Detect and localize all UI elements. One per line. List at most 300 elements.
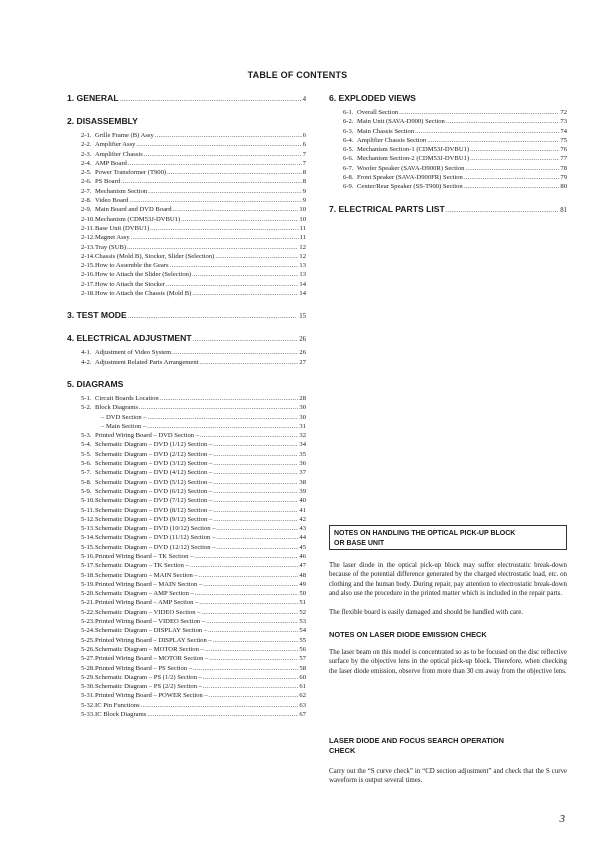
entry-page: 73 [560,118,567,126]
entry-page: 11 [299,224,306,232]
toc-entry [67,215,306,224]
entry-label: IC Pin Functions [95,701,140,709]
entry-number: 6-8. [343,174,354,182]
leader-dots [217,524,299,533]
entry-page: 34 [299,441,306,449]
optical-pickup-notes-box [329,525,567,550]
entry-number: 5-30. [81,683,95,691]
leader-dots [213,440,298,449]
leader-dots [470,154,559,163]
toc-entry [67,196,306,205]
toc-entry [67,701,306,710]
entry-number: 6-4. [343,136,354,144]
toc-entry [67,431,306,440]
entry-page: 32 [299,432,306,440]
entry-number: 5-22. [81,608,95,616]
entry-number: 6-1. [343,109,354,116]
toc-entry [329,164,567,173]
leader-dots [203,682,298,691]
entry-label: Power Transformer (T900) [95,169,167,177]
entry-page: 72 [560,109,567,116]
leader-dots [141,701,299,710]
entry-label: Printed Wiring Board – POWER Section – [95,692,208,700]
leader-dots [128,159,302,168]
entry-label: – Main Section – [101,422,147,430]
entry-number: 4-2. [81,358,92,366]
entry-page: 6 [302,141,306,149]
entry-number: 6-6. [343,155,354,163]
leader-dots [166,280,298,289]
leader-dots [206,617,298,626]
toc-entry [67,533,306,542]
entry-page: 60 [299,673,306,681]
toc-entry [67,636,306,645]
entry-number: 5-3. [81,432,92,440]
leader-dots [213,487,298,496]
leader-dots [148,413,299,422]
entry-label: Schematic Diagram – DVD (9/12) Section – [95,515,213,523]
entry-page: 11 [299,234,306,242]
entry-page: 43 [299,525,306,533]
toc-entry [67,478,306,487]
entry-label: Schematic Diagram – DVD (6/12) Section – [95,487,213,495]
page-title: TABLE OF CONTENTS [247,70,348,80]
entry-label: Center/Rear Speaker (SS-T900) Section [357,183,463,191]
entry-number: 2-8. [81,197,92,205]
section-title: 3. TEST MODE [67,310,127,321]
toc-entry [67,682,306,691]
entry-label: Schematic Diagram – DVD (10/12) Section – [95,525,216,533]
entry-number: 5-23. [81,618,95,626]
entry-page: 38 [299,478,306,486]
leader-dots [203,673,298,682]
entry-page: 8 [302,169,306,177]
section-page: 15 [299,313,306,321]
entry-label: Mechanism (CDM53J-DVBU1) [95,215,181,223]
entry-label: Schematic Diagram – PS (2/2) Section – [95,683,202,691]
toc-entry [67,177,306,186]
entry-page: 28 [299,394,306,402]
entry-label: Mechanism Section-1 (CDM53J-DVBU1) [357,146,470,154]
entry-number: 6-7. [343,164,354,172]
section-heading [67,92,306,104]
leader-dots [194,552,298,561]
entry-number: 2-15. [81,262,95,270]
toc-entry [67,243,306,252]
entry-number: 6-5. [343,146,354,154]
entry-label: Printed Wiring Board – DVD Section – [95,432,200,440]
section-heading [329,203,567,215]
leader-dots [148,187,302,196]
leader-dots [213,478,298,487]
focus-search-heading-line1: LASER DIODE AND FOCUS SEARCH OPERATION [329,736,504,745]
entry-label: PS Board [95,178,121,186]
toc-entry [67,131,306,140]
notes-box-title-line1: NOTES ON HANDLING THE OPTICAL PICK-UP BLOCK [334,530,516,537]
entry-number: 2-7. [81,187,92,195]
section-title: 7. ELECTRICAL PARTS LIST [329,203,445,214]
leader-dots [213,496,298,505]
entry-number: 2-11. [81,224,95,232]
toc-entry [67,394,306,403]
entry-label: Printed Wiring Board – MAIN Section – [95,580,203,588]
entry-label: Adjustment of Video System [95,349,172,357]
entry-number: 2-9. [81,206,92,214]
toc-entry [67,598,306,607]
focus-search-heading-line2: CHECK [329,746,356,755]
toc-entry [329,145,567,154]
toc-entry [67,524,306,533]
entry-label: Adjustment Related Parts Arrangement [95,358,199,366]
entry-number: 5-21. [81,599,95,607]
entry-label: Schematic Diagram – DVD (12/12) Section – [95,543,216,551]
leader-dots [209,654,298,663]
toc-entry [67,691,306,700]
entry-label: Schematic Diagram – MAIN Section – [95,571,198,579]
entry-number: 5-10. [81,497,95,505]
entry-page: 31 [299,422,306,430]
leader-dots [464,182,560,191]
entry-label: Printed Wiring Board – MOTOR Section – [95,655,209,663]
toc-entry [329,173,567,182]
toc-entry [67,645,306,654]
focus-search-heading [329,736,567,756]
entry-number: 6-3. [343,127,354,135]
entry-number: 5-27. [81,655,95,663]
toc-entry [67,422,306,431]
entry-number: 5-6. [81,460,92,468]
leader-dots [131,233,299,242]
entry-number: 5-11. [81,506,95,514]
toc-entry [67,589,306,598]
leader-dots [139,403,298,412]
leader-dots [190,561,299,570]
toc-entry [67,348,306,357]
entry-number: 5-32. [81,701,95,709]
entry-label: Printed Wiring Board – DISPLAY Section – [95,636,212,644]
leader-dots [155,131,302,140]
leader-dots [150,224,298,233]
toc-entry [329,108,567,117]
leader-dots [427,136,559,145]
entry-number: 2-5. [81,169,92,177]
leader-dots [217,543,299,552]
entry-page: 7 [302,150,306,158]
entry-page: 74 [560,127,567,135]
entry-number: 5-15. [81,543,95,551]
entry-page: 50 [299,590,306,598]
entry-number: 2-16. [81,271,95,279]
toc-entry [67,561,306,570]
entry-number: 2-17. [81,280,95,288]
leader-dots [160,394,299,403]
leader-dots [213,459,298,468]
entry-label: Tray (SUB) [95,243,127,251]
entry-number: 5-1. [81,394,92,402]
entry-number: 5-13. [81,525,95,533]
section-page: 81 [560,206,567,214]
entry-number: 5-28. [81,664,95,672]
leader-dots [205,645,299,654]
toc-entry [329,154,567,163]
entry-number: 5-29. [81,673,95,681]
entry-label: Main Unit (SAVA-D900) Section [357,118,445,126]
entry-page: 75 [560,136,567,144]
leader-dots [120,92,301,104]
entry-number: 5-17. [81,562,95,570]
leader-dots [192,270,298,279]
toc-entry [67,710,306,719]
leader-dots [181,215,298,224]
entry-page: 35 [299,450,306,458]
entry-page: 44 [299,534,306,542]
handling-paragraph: The laser diode in the optical pick-up block may suffer electrostatic break-down because of the potential difference generated by the charged electrostatic load, etc. on clothing and the human body. During repair, pay attention to electrostatic break-down and also use the procedure in the printed matter which is included in the repair parts. [329,562,567,598]
toc-entry [67,468,306,477]
entry-number: 5-16. [81,552,95,560]
entry-label: Main Chassis Section [357,127,415,135]
toc-entry [67,159,306,168]
leader-dots [136,140,301,149]
entry-page: 26 [299,349,306,357]
leader-dots [399,108,559,117]
entry-page: 41 [299,506,306,514]
entry-number: 2-3. [81,150,92,158]
entry-label: Printed Wiring Board – TK Section – [95,552,194,560]
entry-page: 45 [299,543,306,551]
entry-page: 53 [299,618,306,626]
leader-dots [172,348,298,357]
leader-dots [203,580,298,589]
leader-dots [129,196,301,205]
entry-page: 13 [299,271,306,279]
entry-page: 77 [560,155,567,163]
leader-dots [208,626,298,635]
toc-entry [67,403,306,412]
entry-page: 37 [299,469,306,477]
entry-page: 80 [560,183,567,191]
focus-search-paragraph: Carry out the “S curve check” in “CD section adjustment” and check that the S curve waveform is output several times. [329,768,567,785]
leader-dots [173,205,299,214]
entry-number: 5-5. [81,450,92,458]
leader-dots [213,468,298,477]
entry-number: 2-18. [81,290,95,298]
entry-label: Schematic Diagram – DVD (1/12) Section – [95,441,213,449]
entry-page: 30 [299,413,306,421]
entry-label: Front Speaker (SAVA-D900FR) Section [357,174,463,182]
toc-left-column [67,92,306,719]
entry-number: 2-14. [81,252,95,260]
toc-entry [67,608,306,617]
entry-label: Circuit Boards Location [95,394,159,402]
entry-page: 30 [299,404,306,412]
toc-entry [67,270,306,279]
entry-label: Amplifier Assy [95,141,136,149]
entry-number: 5-7. [81,469,92,477]
leader-dots [213,450,298,459]
entry-page: 39 [299,487,306,495]
entry-number: 5-31. [81,692,95,700]
page-number: 3 [559,813,565,825]
entry-page: 12 [299,252,306,260]
entry-label: Schematic Diagram – DVD (4/12) Section – [95,469,213,477]
toc-entry [67,664,306,673]
entry-label: Schematic Diagram – AMP Section – [95,590,194,598]
entry-label: Schematic Diagram – DVD (2/12) Section – [95,450,213,458]
entry-number: 6-2. [343,118,354,126]
toc-entry [67,580,306,589]
entry-label: Chassis (Mold B), Stocker, Slider (Selection) [95,252,215,260]
toc-entry [67,571,306,580]
entry-label: Printed Wiring Board – PS Section – [95,664,193,672]
entry-page: 10 [299,215,306,223]
leader-dots [465,164,559,173]
leader-dots [415,127,559,136]
entry-page: 10 [299,206,306,214]
toc-entry [67,224,306,233]
entry-label: Mechanism Section-2 (CDM53J-DVBU1) [357,155,470,163]
toc-entry [67,140,306,149]
entry-page: 58 [299,664,306,672]
leader-dots [213,515,298,524]
entry-number: 2-6. [81,178,92,186]
entry-page: 12 [299,243,306,251]
notes-box-title-line2: OR BASE UNIT [334,539,385,547]
entry-page: 51 [299,599,306,607]
entry-label: IC Block Diagrams [95,711,147,719]
toc-entry [67,515,306,524]
entry-page: 61 [299,683,306,691]
leader-dots [446,117,560,126]
entry-page: 48 [299,571,306,579]
entry-number: 5-20. [81,590,95,598]
entry-label: Schematic Diagram – DISPLAY Section – [95,627,208,635]
leader-dots [200,431,298,440]
flexible-board-paragraph: The flexible board is easily damaged and should be handled with care. [329,609,524,616]
entry-label: Main Board and DVD Board [95,206,172,214]
entry-label: Schematic Diagram – VIDEO Section – [95,608,201,616]
entry-number: 5-25. [81,636,95,644]
leader-dots [144,150,302,159]
entry-number: 4-1. [81,349,92,357]
leader-dots [213,636,299,645]
leader-dots [199,598,298,607]
leader-dots [470,145,559,154]
entry-page: 8 [302,178,306,186]
entry-label: Schematic Diagram – DVD (5/12) Section – [95,478,213,486]
entry-label: Overall Section [357,109,399,116]
entry-label: Amplifier Chassis [95,150,143,158]
section-page: 4 [302,96,306,103]
entry-page: 57 [299,655,306,663]
laser-emission-paragraph: The laser beam on this model is concentrated so as to be focused on the disc reflective surface by the objective lens in the optical pick-up block. Therefore, when checking the laser diode emission, observe from more than 30 cm away from the objective lens. [329,649,567,675]
section-title: 2. DISASSEMBLY [67,116,138,126]
leader-dots [128,309,298,321]
toc-entry [67,261,306,270]
leader-dots [213,506,298,515]
toc-entry [67,150,306,159]
toc-entry [67,358,306,367]
section-heading [67,332,306,344]
entry-label: How to Attach the Chassis (Mold B) [95,290,192,298]
entry-label: Magnet Assy [95,234,130,242]
section-title: 4. ELECTRICAL ADJUSTMENT [67,333,192,344]
toc-entry [67,252,306,261]
toc-entry [67,552,306,561]
entry-number: 2-1. [81,132,92,139]
entry-page: 27 [299,358,306,366]
section-title: 6. EXPLODED VIEWS [329,93,416,103]
entry-number: 2-2. [81,141,92,149]
leader-dots [202,608,299,617]
section-title: 1. GENERAL [67,93,119,103]
entry-page: 47 [299,562,306,570]
leader-dots [121,177,302,186]
entry-page: 9 [302,187,306,195]
entry-label: Schematic Diagram – DVD (3/12) Section – [95,460,213,468]
entry-label: Printed Wiring Board – AMP Section – [95,599,199,607]
leader-dots [147,710,298,719]
entry-page: 52 [299,608,306,616]
entry-label: Schematic Diagram – MOTOR Section – [95,645,204,653]
entry-number: 5-2. [81,404,92,412]
entry-label: Video Board [95,197,129,205]
entry-page: 67 [299,711,306,719]
toc-entry [67,506,306,515]
entry-number: 2-10. [81,215,95,223]
toc-entry [329,127,567,136]
entry-page: 63 [299,701,306,709]
section-page: 26 [299,336,306,344]
entry-page: 56 [299,645,306,653]
toc-entry [67,487,306,496]
toc-right-column [329,92,567,215]
leader-dots [167,168,302,177]
toc-entry [67,654,306,663]
entry-number: 2-13. [81,243,95,251]
toc-entry [67,543,306,552]
toc-entry [67,626,306,635]
section-heading [67,378,306,390]
entry-number: 5-18. [81,571,95,579]
entry-number: 5-4. [81,441,92,449]
toc-entry [67,617,306,626]
entry-page: 13 [299,262,306,270]
entry-label: Amplifier Chassis Section [357,136,427,144]
leader-dots [209,691,299,700]
entry-label: Schematic Diagram – DVD (8/12) Section – [95,506,213,514]
leader-dots [199,358,298,367]
entry-number: 5-9. [81,487,92,495]
entry-label: Schematic Diagram – TK Section – [95,562,189,570]
entry-label: AMP Board [95,159,127,167]
toc-entry [67,187,306,196]
entry-page: 42 [299,515,306,523]
entry-number: 2-4. [81,159,92,167]
toc-entry [67,233,306,242]
entry-label: Grille Frame (B) Assy [95,132,154,139]
toc-entry [67,289,306,298]
entry-page: 78 [560,164,567,172]
leader-dots [192,289,298,298]
entry-label: Block Diagrams [95,404,139,412]
toc-entry [67,205,306,214]
section-title: 5. DIAGRAMS [67,378,124,389]
entry-number: 5-26. [81,645,95,653]
entry-page: 7 [302,159,306,167]
entry-label: Woofer Speaker (SAVA-D900R) Section [357,164,465,172]
entry-label: How to Attach the Stocker [95,280,165,288]
entry-page: 14 [299,280,306,288]
